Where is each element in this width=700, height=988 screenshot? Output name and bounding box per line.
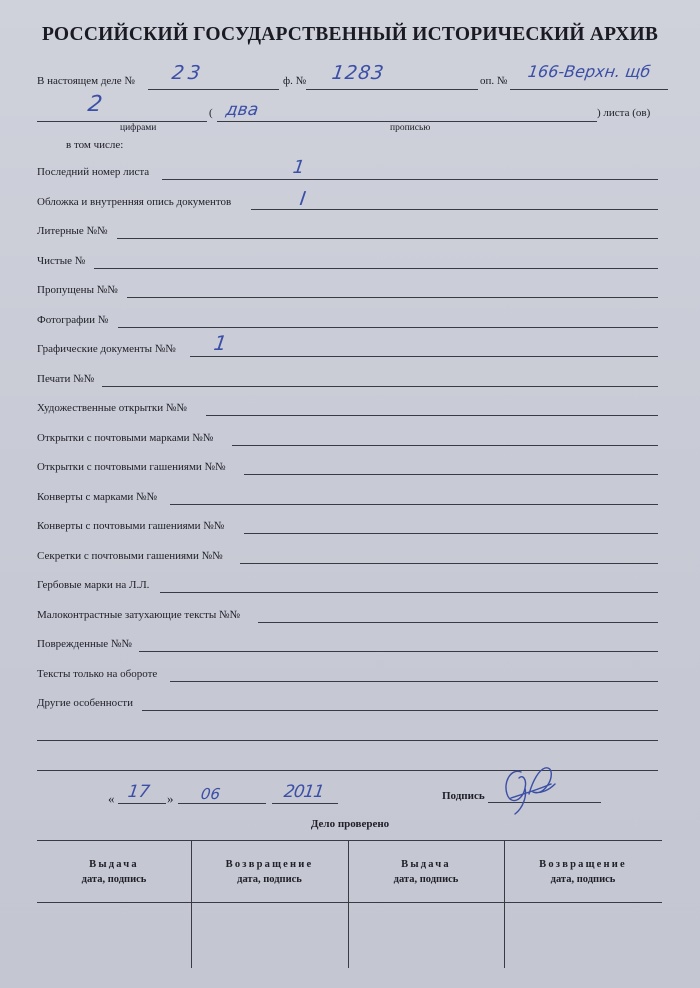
opis-line	[510, 89, 668, 90]
column-subtitle: дата, подпись	[550, 874, 616, 885]
archive-title: РОССИЙСКИЙ ГОСУДАРСТВЕННЫЙ ИСТОРИЧЕСКИЙ АРХИВ	[41, 24, 659, 45]
field-line[interactable]	[170, 504, 658, 505]
field-label: Обложка и внутренняя опись документов	[37, 196, 232, 208]
field-line[interactable]	[190, 356, 658, 357]
field-label: Последний номер листа	[37, 166, 150, 178]
field-label: Малоконтрастные затухающие тексты №№	[37, 609, 240, 621]
column-title: Возвращение	[539, 859, 627, 870]
field-label: Другие особенности	[37, 697, 134, 709]
fond-line	[306, 89, 478, 90]
field-line[interactable]	[94, 268, 658, 269]
field-label: Чистые №	[37, 255, 86, 267]
table-top-line	[37, 840, 662, 841]
table-header-cell	[191, 857, 348, 887]
words-value[interactable]: два	[224, 100, 260, 120]
field-label: Художественные открытки №№	[37, 402, 187, 414]
date-open-quote: «	[108, 791, 115, 806]
date-close-quote: »	[167, 791, 174, 806]
field-label: Секретки с почтовыми гашениями №№	[37, 550, 223, 562]
field-label: Открытки с почтовыми марками №№	[37, 432, 214, 444]
column-title: Выдача	[401, 859, 451, 870]
table-cell[interactable]	[37, 903, 191, 968]
field-label: Тексты только на обороте	[37, 668, 158, 680]
delo-label: В настоящем деле №	[37, 75, 135, 87]
words-line	[217, 121, 597, 122]
opis-label: оп. №	[480, 75, 508, 87]
field-line[interactable]	[160, 592, 658, 593]
field-value[interactable]: I	[298, 188, 308, 210]
field-line[interactable]	[206, 415, 658, 416]
field-value[interactable]: 1	[291, 157, 306, 178]
fond-label: ф. №	[283, 75, 307, 87]
field-label: Фотографии №	[37, 314, 109, 326]
date-day[interactable]: 17	[126, 782, 152, 802]
column-title: Выдача	[89, 859, 139, 870]
sheets-suffix: ) листа (ов)	[597, 107, 651, 119]
table-header-cell	[348, 857, 504, 887]
field-label: Графические документы №№	[37, 343, 176, 355]
field-line[interactable]	[244, 533, 658, 534]
field-line[interactable]	[118, 327, 658, 328]
field-line[interactable]	[127, 297, 658, 298]
day-line	[118, 803, 166, 804]
column-title: Возвращение	[225, 859, 314, 870]
field-label: Пропущены №№	[37, 284, 118, 296]
field-label: Конверты с почтовыми гашениями №№	[37, 520, 225, 532]
table-cell[interactable]	[349, 903, 504, 968]
digits-value[interactable]: 2	[86, 92, 104, 117]
checked-title: Дело проверено	[310, 818, 390, 830]
table-header-cell	[504, 857, 662, 887]
fond-value[interactable]: 1283	[330, 62, 386, 84]
opis-value[interactable]: 166-Верхн. щб	[526, 62, 652, 81]
handwritten-signature[interactable]	[493, 760, 573, 820]
delo-value[interactable]: 23	[170, 62, 206, 84]
delo-line	[148, 89, 279, 90]
field-line[interactable]	[170, 681, 658, 682]
digits-caption: цифрами	[120, 123, 157, 133]
field-line[interactable]	[258, 622, 658, 623]
date-month[interactable]: 06	[199, 785, 222, 803]
field-line[interactable]	[244, 474, 658, 475]
field-label: Печати №№	[37, 373, 95, 385]
field-label: Поврежденные №№	[37, 638, 132, 650]
field-line[interactable]	[102, 386, 658, 387]
including-label: в том числе:	[66, 139, 124, 151]
year-line	[272, 803, 338, 804]
field-line[interactable]	[162, 179, 658, 180]
field-label: Открытки с почтовыми гашениями №№	[37, 461, 226, 473]
field-line[interactable]	[240, 563, 658, 564]
field-label: Литерные №№	[37, 225, 108, 237]
field-label: Гербовые марки на Л.Л.	[37, 579, 150, 591]
date-year[interactable]: 2011	[282, 782, 325, 802]
extra-line[interactable]	[37, 740, 658, 741]
column-subtitle: дата, подпись	[237, 874, 302, 885]
field-line[interactable]	[142, 710, 658, 711]
month-line	[178, 803, 266, 804]
table-cell[interactable]	[505, 903, 662, 968]
field-line[interactable]	[232, 445, 658, 446]
field-line[interactable]	[251, 209, 658, 210]
digits-line	[37, 121, 207, 122]
words-open-paren: (	[209, 107, 213, 119]
field-line[interactable]	[117, 238, 658, 239]
signature-label: Подпись	[442, 790, 485, 802]
field-line[interactable]	[139, 651, 658, 652]
column-subtitle: дата, подпись	[81, 874, 147, 885]
table-header-cell	[37, 857, 191, 887]
words-caption: прописью	[390, 123, 431, 133]
field-value[interactable]: 1	[212, 331, 229, 355]
field-label: Конверты с марками №№	[37, 491, 158, 503]
table-cell[interactable]	[192, 903, 348, 968]
column-subtitle: дата, подпись	[393, 874, 459, 885]
